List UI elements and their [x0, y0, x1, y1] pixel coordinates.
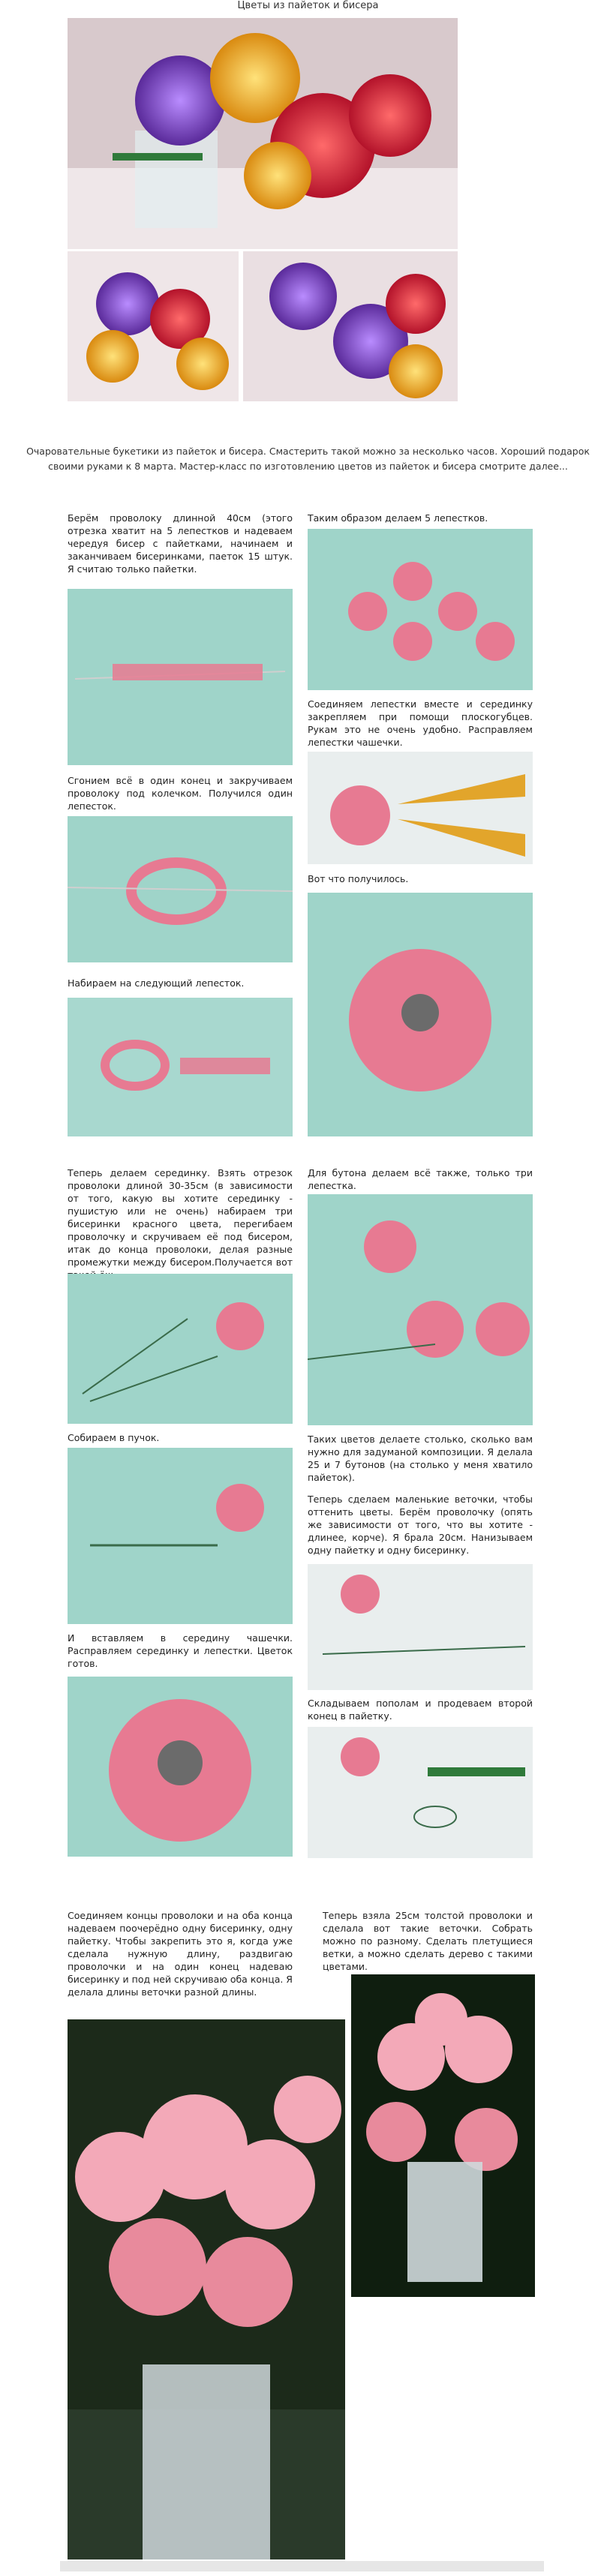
step-7-photo: [68, 1274, 293, 1424]
intro-text: Очаровательные букетики из пайеток и бисера. Смастерить такой можно за несколько часов. Хороший подарок своими руками к 8 марта. Мастер-класс по изготовлению цветов из пайеток и бисера смотрите далее...: [26, 446, 590, 472]
step-4-text: Сгонием всё в один конец и закручиваем проволоку под колечком. Получился один лепесток.: [68, 775, 293, 812]
footer-bar: [60, 2561, 544, 2571]
step-1-photo: [68, 589, 293, 765]
step-14-text: Соединяем концы проволоки и на оба конца надеваем поочерёдно одну бисеринку, одну пайетку. Чтобы закрепить это я, когда уже сделала нужную длину, раздвигаю проволочки и на один конец надеваю бисеринку и под ней скручиваю оба конца. Я делала длины веточки разной длины.: [68, 1910, 293, 1998]
step-15-text: Теперь взяла 25см толстой проволоки и сделала вот такие веточки. Собрать можно по разному. Сделать плетущиеся ветки, а можно сделать дерево с такими цветами.: [323, 1910, 533, 1972]
step-10-text: Таких цветов делаете столько, сколько вам нужно для задуманой композиции. Я делала 25 и 7 бутонов (на столько у меня хватило пайеток).: [308, 1434, 533, 1483]
step-12-text: И вставляем в середину чашечки. Расправляем серединку и лепестки. Цветок готов.: [68, 1632, 293, 1669]
final-photo-vase-right: [351, 1974, 535, 2297]
step-8-photo: [308, 1194, 533, 1425]
step-9-photo: [68, 1448, 293, 1624]
final-photo-vase-left: [68, 2019, 345, 2559]
step-6-text: Набираем на следующий лепесток.: [68, 977, 245, 989]
step-12-photo: [68, 1677, 293, 1857]
step-3-photo: [308, 752, 533, 864]
step-4-photo: [68, 816, 293, 962]
step-13-photo: [308, 1727, 533, 1858]
page-title: Цветы из пайеток и бисера: [237, 0, 379, 11]
step-2-photo: [308, 529, 533, 690]
step-9-text: Собираем в пучок.: [68, 1432, 160, 1443]
step-13-text: Складываем пополам и продеваем второй конец в пайетку.: [308, 1698, 533, 1722]
step-1-text: Берём проволоку длинной 40см (этого отрезка хватит на 5 лепестков и надеваем чередуя бисер с пайетками, начинаем и заканчиваем бисеринками, паеток 15 штук. Я считаю только пайетки.: [68, 512, 293, 575]
step-11-photo: [308, 1564, 533, 1690]
hero-photo-small-left: [68, 251, 239, 401]
step-5-photo: [308, 893, 533, 1136]
hero-photo-small-right: [243, 251, 458, 401]
step-2-text: Таким образом делаем 5 лепестков.: [308, 512, 488, 524]
step-8-text: Для бутона делаем всё также, только три лепестка.: [308, 1167, 533, 1191]
step-6-photo: [68, 998, 293, 1136]
hero-photo-bouquet: [68, 18, 458, 249]
step-11-text: Теперь сделаем маленькие веточки, чтобы оттенить цветы. Берём проволочку (опять же зависимости от того, что вы хотите - длинее, корче). Я брала 20см. Нанизываем одну пайетку и одну бисеринку.: [308, 1494, 533, 1556]
step-7-text: Теперь делаем серединку. Взять отрезок проволоки длиной 30-35см (в зависимости от того, какую вы хотите серединку - пушистую или не очень) набираем три бисеринки красного цвета, перегибаем проволочку и скручиваем её под бисером, итак до конца проволоки, делая разные промежутки между бисером.Получается вот: [68, 1167, 293, 1268]
step-3-text: Соединяем лепестки вместе и серединку закрепляем при помощи плоскогубцев. Рукам это не очень удобно. Расправляем лепестки чашечки.: [308, 698, 533, 748]
step-5-text: Вот что получилось.: [308, 873, 409, 884]
